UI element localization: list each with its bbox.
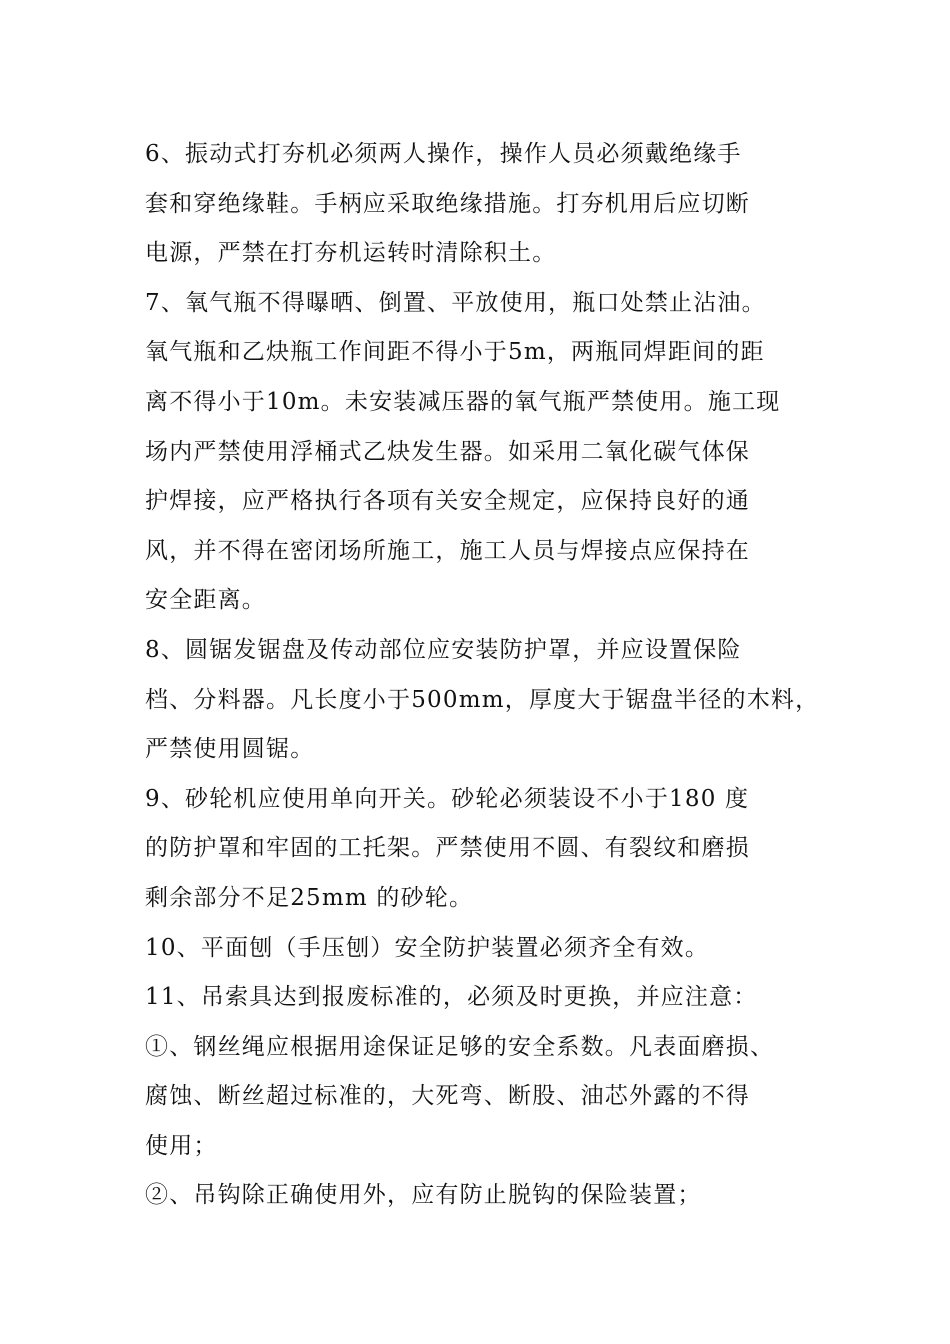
text-line: 安全距离。 [145, 587, 266, 614]
text-line: 11、吊索具达到报废标准的，必须及时更换，并应注意： [145, 984, 758, 1011]
text-line: 档、分料器。凡长度小于500mm，厚度大于锯盘半径的木料， [145, 686, 820, 713]
text-line: 风，并不得在密闭场所施工，施工人员与焊接点应保持在 [145, 537, 750, 564]
text-line: 场内严禁使用浮桶式乙炔发生器。如采用二氧化碳气体保 [145, 438, 750, 465]
text-line: 氧气瓶和乙炔瓶工作间距不得小于5m，两瓶同焊距间的距 [145, 339, 765, 366]
text-line: 腐蚀、断丝超过标准的，大死弯、断股、油芯外露的不得 [145, 1083, 750, 1110]
document-body [145, 130, 835, 1221]
text-line: ②、吊钩除正确使用外，应有防止脱钩的保险装置； [145, 1182, 702, 1209]
text-line: 电源，严禁在打夯机运转时清除积土。 [145, 240, 557, 267]
text-line: 离不得小于10m。未安装减压器的氧气瓶严禁使用。施工现 [145, 388, 781, 415]
text-line: 7、氧气瓶不得曝晒、倒置、平放使用，瓶口处禁止沾油。 [145, 289, 766, 316]
text-line: 套和穿绝缘鞋。手柄应采取绝缘措施。打夯机用后应切断 [145, 190, 750, 217]
text-line: 严禁使用圆锯。 [145, 736, 315, 763]
text-line: 9、砂轮机应使用单向开关。砂轮必须装设不小于180 度 [145, 785, 750, 812]
text-line: 使用； [145, 1132, 218, 1159]
text-line: 10、平面刨（手压刨）安全防护装置必须齐全有效。 [145, 934, 710, 961]
text-line: 剩余部分不足25mm 的砂轮。 [145, 884, 474, 911]
text-line: ①、钢丝绳应根据用途保证足够的安全系数。凡表面磨损、 [145, 1033, 775, 1060]
text-line: 8、圆锯发锯盘及传动部位应安装防护罩，并应设置保险 [145, 636, 742, 663]
text-line: 6、振动式打夯机必须两人操作，操作人员必须戴绝缘手 [145, 141, 742, 167]
text-line: 护焊接，应严格执行各项有关安全规定，应保持良好的通 [145, 488, 750, 515]
text-line: 的防护罩和牢固的工托架。严禁使用不圆、有裂纹和磨损 [145, 835, 750, 862]
